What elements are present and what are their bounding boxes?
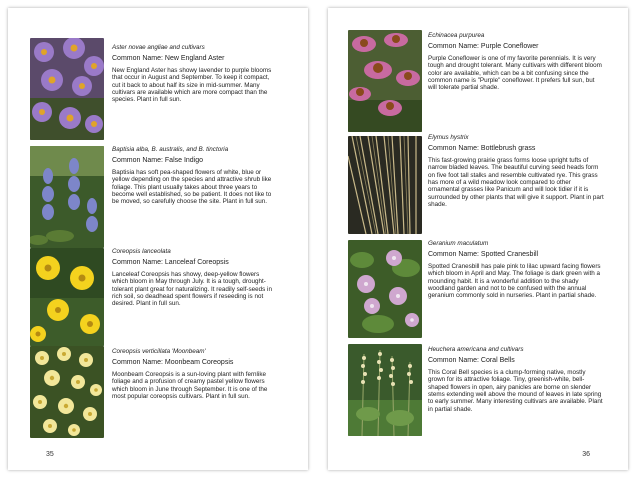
scientific-name: Aster novae angliae and cultivars xyxy=(112,44,205,51)
baptisia-entry-text xyxy=(112,146,276,206)
scientific-name: Echinacea purpurea xyxy=(428,32,485,39)
common-name: Common Name: Moonbeam Coreopsis xyxy=(112,359,234,367)
page-number: 36 xyxy=(582,451,590,458)
aster-flower-photo xyxy=(30,38,104,140)
coral-bells-photo xyxy=(348,344,422,436)
plant-description: Purple Coneflower is one of my favorite perennials. It is very tough and drought tolerant. Many cultivars with different bloom color are available, which can be a bit confusing since the common name is "Purple" coneflower. It prefers full sun, but will tolerate partial shade. xyxy=(428,54,602,92)
plant-description: Spotted Cranesbill has pale pink to lilac upward facing flowers which bloom in April and May. The foliage is dark green with a mounding habit. It is a wonderful addition to the shady woodland garden and not to be confused with the annual geranium commonly sold in nurseries. Plant in partial shade. xyxy=(428,262,601,300)
coreopsis-flower-photo xyxy=(30,248,104,346)
plant-description: This fast-growing prairie grass forms loose upright tufts of narrow bladed leaves. The beautiful curving seed heads form on five foot tall stalks and resemble cultivated rye. This grass has more of a wild meadow look compared to other ornamental grasses like Panicum and will look tidier if it is surrounded by other plants that will give it support. Plant in part shade. xyxy=(428,156,604,209)
scientific-name: Coreopsis lanceolata xyxy=(112,248,171,255)
plant-description: This Coral Bell species is a clump-forming native, mostly grown for its attractive foliage. Tiny, greenish-white, bell-shaped flowers in open, airy panicles are borne on slender stems extending well above the mound of leaves in late spring to early summer. Many interesting cultivars are available. Plant in partial shade. xyxy=(428,368,603,413)
scientific-name: Heuchera americana and cultivars xyxy=(428,346,524,353)
plant-description: Baptisia has soft pea-shaped flowers of white, blue or yellow depending on the species and attractive shrub like foliage. This plant usually takes about three years to become well established, so be patient. It does not like to be moved, so carefully choose the site. Plant in full sun. xyxy=(112,168,272,206)
coneflower-photo xyxy=(348,30,422,132)
coreopsis-entry-text xyxy=(112,248,276,308)
scientific-name: Baptisia alba, B. australis, and B. tinctoria xyxy=(112,146,229,153)
common-name: Common Name: False Indigo xyxy=(112,157,204,165)
common-name: Common Name: Spotted Cranesbill xyxy=(428,251,539,259)
bottlebrush-entry-text xyxy=(428,134,604,209)
common-name: Common Name: New England Aster xyxy=(112,55,225,63)
scientific-name: Coreopsis verticillata 'Moonbeam' xyxy=(112,348,206,355)
page-number: 35 xyxy=(46,451,54,458)
bottlebrush-grass-photo xyxy=(348,136,422,234)
right-page xyxy=(328,8,628,470)
coral-bells-entry-text xyxy=(428,346,604,413)
plant-description: Lanceleaf Coreopsis has showy, deep-yellow flowers which bloom in May through July. It is a tough, drought-tolerant plant great for naturalizing. It readily self-seeds in rich soil, so deadhead spent flowers if reseeding is not desired. Plant in full sun. xyxy=(112,270,272,308)
geranium-entry-text xyxy=(428,240,604,300)
geranium-photo xyxy=(348,240,422,338)
common-name: Common Name: Purple Coneflower xyxy=(428,43,539,51)
moonbeam-entry-text xyxy=(112,348,276,400)
plant-description: Moonbeam Coreopsis is a sun-loving plant with fernlike foliage and a profusion of creamy pastel yellow flowers which bloom in June through September. It is one of the most popular coreopsis cultivars. Plant in full sun. xyxy=(112,370,268,401)
plant-description: New England Aster has showy lavender to purple blooms that occur in August and September. To keep it compact, cut it back to about half its size in mid-summer. Many cultivars are available which are more compact than the species. Plant in full sun. xyxy=(112,66,272,104)
scientific-name: Elymus hystrix xyxy=(428,134,469,141)
aster-entry-text xyxy=(112,44,276,104)
common-name: Common Name: Lanceleaf Coreopsis xyxy=(112,259,229,267)
coneflower-entry-text xyxy=(428,32,604,92)
baptisia-flower-photo xyxy=(30,146,104,248)
moonbeam-flower-photo xyxy=(30,346,104,438)
common-name: Common Name: Bottlebrush grass xyxy=(428,145,536,153)
left-page xyxy=(8,8,308,470)
common-name: Common Name: Coral Bells xyxy=(428,357,515,365)
scientific-name: Geranium maculatum xyxy=(428,240,489,247)
